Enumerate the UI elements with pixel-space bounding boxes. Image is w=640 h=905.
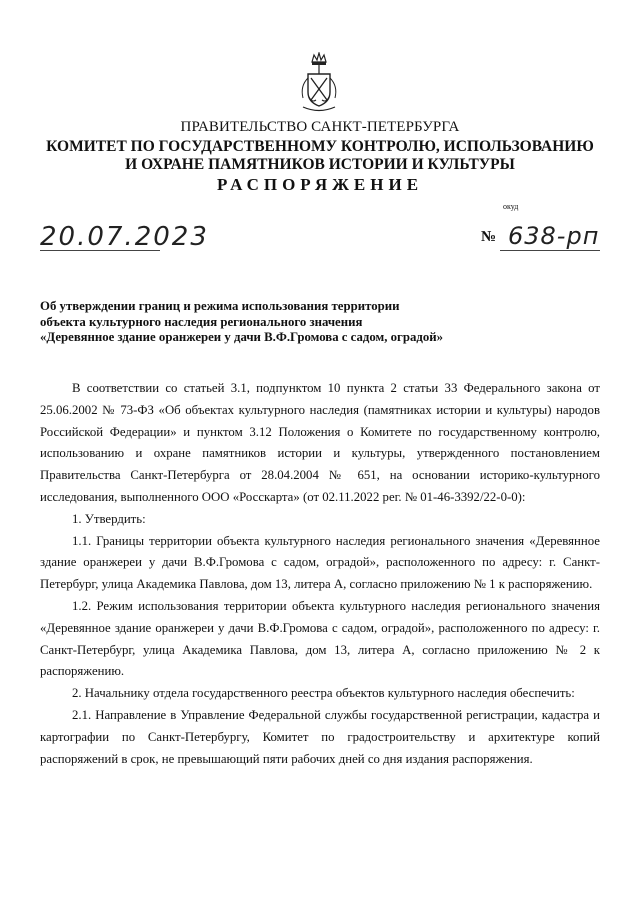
coat-of-arms-icon [297,52,341,114]
paragraph-item-2-1: 2.1. Направление в Управление Федеральной службы государственной регистрации, кадастра и картографии по Санкт-Петербургу, Комитет по градостроительству и архитектуре копий распоряжений в срок, не превышающий пяти рабочих дней со дня издания распоряжения. [40,707,600,766]
document-date: 20.07.2023 [40,222,209,252]
paragraph-item-1-2: 1.2. Режим использования территории объекта культурного наследия регионального значения «Деревянное здание оранжереи у дачи В.Ф.Громова с садом, оградой», расположенного по адресу: г. Санкт-Петербург, улица Академика Павлова, дом 13, литера А, согласно приложению № 2 к распоряжению. [40,598,600,679]
subject-line3: «Деревянное здание оранжереи у дачи В.Ф.Громова с садом, оградой» [40,330,444,344]
number-underline [500,250,600,251]
document-body [40,378,600,770]
paragraph-preamble: В соответствии со статьей 3.1, подпунктом 10 пункта 2 статьи 33 Федерального закона от 25.06.2002 № 73-ФЗ «Об объектах культурного наследия (памятниках истории и культуры) народов Российской Федерации» и пунктом 3.12 Положения о Комитете по государственному контролю, использованию и охране памятников истории и культуры, утвержденного постановлением Правительства Санкт-Петербурга от 28.04.2004 № 651, на основании историко-культурного исследования, выполненного ООО «Росскарта» (от 02.11.2022 рег. № 01-46-3392/22-0-0): [40,381,600,504]
committee-name-line2: И ОХРАНЕ ПАМЯТНИКОВ ИСТОРИИ И КУЛЬТУРЫ [125,156,515,173]
subject-line2: объекта культурного наследия регионального значения [40,314,363,329]
document-number: 638-рп [508,222,600,250]
number-sign: № [481,229,497,245]
committee-name-line1: КОМИТЕТ ПО ГОСУДАРСТВЕННОМУ КОНТРОЛЮ, ИСПОЛЬЗОВАНИЮ [46,138,594,155]
okud-label: окуд [503,202,519,211]
government-title: ПРАВИТЕЛЬСТВО САНКТ-ПЕТЕРБУРГА [180,119,460,135]
subject-line1: Об утверждении границ и режима использования территории [40,299,400,313]
paragraph-item-1-1: 1.1. Границы территории объекта культурного наследия регионального значения «Деревянное здание оранжереи у дачи В.Ф.Громова с садом, оградой», расположенного по адресу: г. Санкт-Петербург, улица Академика Павлова, дом 13, литера А, согласно приложению № 1 к распоряжению. [40,533,600,592]
date-underline [40,250,160,251]
paragraph-item-1: 1. Утвердить: [72,511,146,526]
paragraph-item-2: 2. Начальнику отдела государственного реестра объектов культурного наследия обеспечить: [72,686,575,701]
committee-name [0,138,640,174]
document-type: РАСПОРЯЖЕНИЕ [216,175,424,194]
document-subject [40,299,560,346]
